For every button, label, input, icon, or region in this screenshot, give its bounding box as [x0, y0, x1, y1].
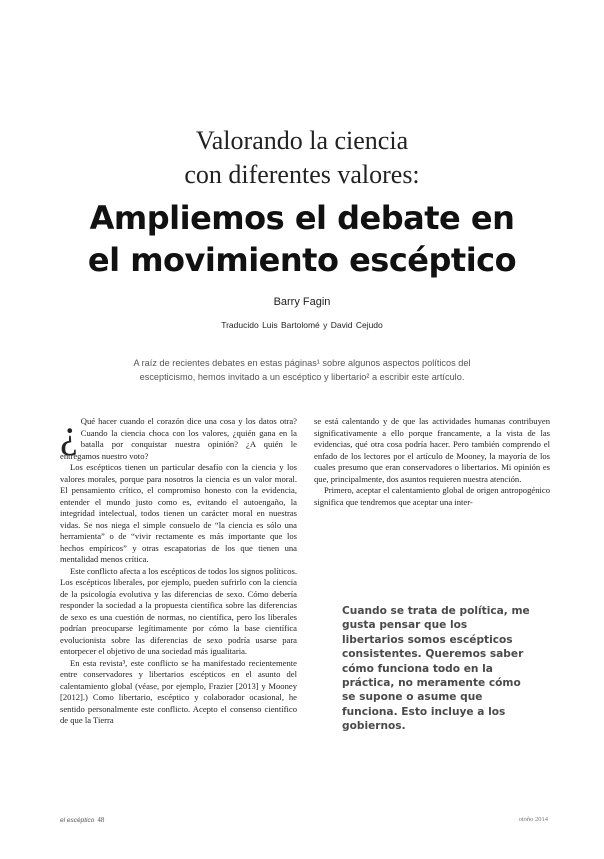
translators-credit: Traducido Luis Bartolomé y David Cejudo [221, 320, 383, 330]
pull-quote: Cuando se trata de política, me gusta pensar que los libertarios somos escépticos consistentes. Queremos saber cómo funciona todo en la práctica, no meramente cómo se supone o asume que funciona. Esto incluye a los gobiernos. [342, 605, 530, 733]
drop-cap: ¿ [60, 411, 78, 456]
title-line-2: con diferentes valores: [184, 160, 420, 189]
title-line-1: Valorando la ciencia [195, 126, 409, 155]
paragraph-2: Los escépticos tienen un particular desafío con la ciencia y los valores morales, porque para nosotros la ciencia es un valor moral. El pensamiento crítico, el compromiso honesto con la evidencia, entender el mundo justo como es, evitando el autoengaño, la integridad intelectual, todos tienen un carácter moral en nuestras vidas. Se nos niega el simple consuelo de “la ciencia es sólo una herramienta” o de “vivir rectamente es más importante que los hechos empíricos” y otras escapatorias de los que tienen una mentalidad menos crítica. [60, 462, 297, 564]
title-line-4: el movimiento escéptico [87, 241, 517, 279]
author-name: Barry Fagin [273, 296, 331, 308]
paragraph-1 [60, 411, 297, 462]
paragraph-3: Este conflicto afecta a los escépticos de todos los signos políticos. Los escépticos liberales, por ejemplo, pueden sufrirlo con la ciencia de la psicología evolutiva y las diferencias de sexo. Cómo debería responder la sociedad a la propuesta científica sobre las diferencias de sexo es una cuestión de normas, no científica, pero los liberales podrían preocuparse legítimamente por cómo la base científica evolucionista sobre las diferencias de sexo podría usarse para entorpecer el objetivo de una sociedad más igualitaria. [60, 565, 297, 656]
body-column-left [60, 411, 297, 811]
paragraph-6: Primero, aceptar el calentamiento global de origen antropogénico significa que tendremos que aceptar una inter- [314, 485, 550, 507]
magazine-name: el escéptico [60, 817, 95, 824]
footer-date: otoño 2014 [518, 816, 548, 823]
paragraph-5: se está calentando y de que las actividades humanas contribuyen significativamente a ello porque francamente, a la vista de las evidencias, qué otra cosa podría hacer. Pero también comprendo el enfado de los lectores por el artículo de Mooney, la mayoría de los cuales presumo que eran conservadores o libertarios. Mi opinión es que, principalmente, dos asuntos requieren nuestra atención. [314, 416, 550, 484]
intro-text: A raíz de recientes debates en estas páginas¹ sobre algunos aspectos políticos del escepticismo, hemos invitado a un escéptico y libertario² a escribir este artículo. [133, 358, 471, 382]
paragraph-1-text: Qué hacer cuando el corazón dice una cosa y los datos otra? Cuando la ciencia choca con los valores, ¿quién gana en la batalla por conquistar nuestra opinión? ¿A quién le entregamos nuestro voto? [60, 416, 297, 461]
paragraph-4: En esta revista³, este conflicto se ha manifestado recientemente entre conservadores y libertarios escépticos en el asunto del calentamiento global (véase, por ejemplo, Frazier [2013] y Mooney [2012].) Como libertario, escéptico y colaborador ocasional, he sentido personalmente este conflicto. Acepto el consenso científico de que la Tierra [60, 657, 297, 725]
page-number: 48 [97, 816, 105, 824]
footer-magazine [60, 816, 104, 824]
title-line-3: Ampliemos el debate en [89, 199, 515, 237]
body-column-right [314, 416, 550, 546]
